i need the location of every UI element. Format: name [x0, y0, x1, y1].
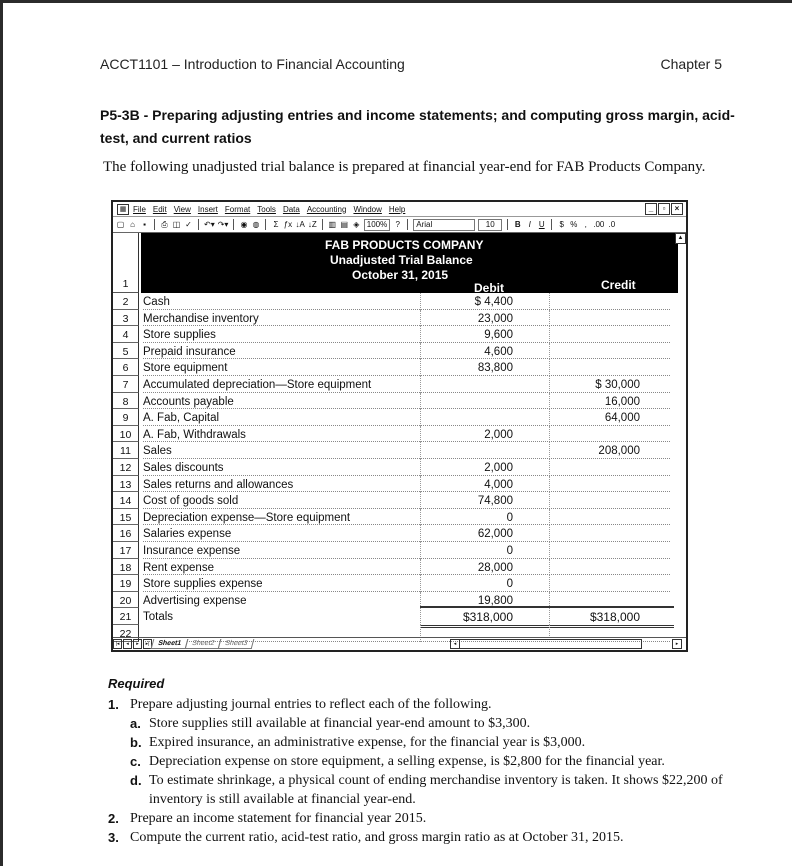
currency-button[interactable]: $: [559, 220, 564, 229]
requirement-1b: b. Expired insurance, an administrative expense, for the financial year is $3,000.: [130, 735, 586, 750]
tab-sheet1[interactable]: Sheet1: [151, 639, 189, 649]
spreadsheet-window: [111, 200, 688, 652]
table-row[interactable]: 3 Merchandise inventory 23,000: [113, 310, 678, 327]
requirements-list: [108, 695, 728, 847]
table-row[interactable]: 17 Insurance expense 0: [113, 542, 678, 559]
menu-view[interactable]: View: [173, 204, 191, 214]
web-icon[interactable]: ◍: [252, 220, 260, 229]
toolbar-separator: [322, 219, 323, 230]
hyperlink-icon[interactable]: ◉: [240, 220, 248, 229]
print-preview-icon[interactable]: ◫: [172, 220, 181, 229]
table-row[interactable]: 19 Store supplies expense 0: [113, 575, 678, 592]
table-row[interactable]: 22: [113, 625, 678, 642]
credit-header: Credit: [601, 278, 636, 292]
undo-icon[interactable]: ↶▾: [204, 220, 215, 229]
requirement-3: 3. Compute the current ratio, acid-test ratio, and gross margin ratio as at October 31, 2015.: [108, 830, 624, 845]
close-button[interactable]: ×: [671, 203, 683, 215]
menu-file[interactable]: File: [133, 204, 146, 214]
table-row[interactable]: 8 Accounts payable 16,000: [113, 393, 678, 410]
zoom-select[interactable]: 100%: [364, 219, 390, 231]
menu-window[interactable]: Window: [353, 204, 382, 214]
comma-button[interactable]: ,: [584, 220, 587, 229]
chart-wizard-icon[interactable]: ▥: [328, 220, 337, 229]
spellcheck-icon[interactable]: ✓: [185, 220, 192, 229]
table-row[interactable]: 11 Sales 208,000: [113, 442, 678, 459]
font-size-select[interactable]: 10: [478, 219, 502, 231]
scroll-up-button[interactable]: ▲: [675, 233, 686, 244]
bold-button[interactable]: B: [514, 220, 521, 229]
tab-sheet3[interactable]: Sheet3: [218, 639, 255, 649]
menu-accounting[interactable]: Accounting: [306, 204, 347, 214]
chapter-label: Chapter 5: [660, 56, 722, 72]
toolbar-separator: [407, 219, 408, 230]
increase-decimal-button[interactable]: .00: [593, 220, 605, 229]
last-sheet-button[interactable]: ▸|: [143, 639, 152, 649]
menu-tools[interactable]: Tools: [257, 204, 276, 214]
menu-edit[interactable]: Edit: [152, 204, 167, 214]
menu-bar: [113, 202, 686, 217]
toolbar-separator: [265, 219, 266, 230]
window-controls: [645, 203, 683, 215]
function-icon[interactable]: ƒx: [283, 220, 293, 229]
course-header: ACCT1101 – Introduction to Financial Accounting: [100, 56, 405, 72]
prev-sheet-button[interactable]: ◂: [123, 639, 132, 649]
toolbar-separator: [154, 219, 155, 230]
table-row[interactable]: 13 Sales returns and allowances 4,000: [113, 476, 678, 493]
toolbar-separator: [233, 219, 234, 230]
new-file-icon[interactable]: ▢: [116, 220, 125, 229]
map-icon[interactable]: ▤: [340, 220, 349, 229]
toolbar-separator: [551, 219, 552, 230]
requirement-2: 2. Prepare an income statement for financial year 2015.: [108, 811, 427, 826]
decrease-decimal-button[interactable]: .0: [608, 220, 616, 229]
problem-title: P5-3B - Preparing adjusting entries and income statements; and computing gross margin, acid-test, and current ratios: [100, 107, 735, 146]
requirement-1c: c. Depreciation expense on store equipment, a selling expense, is $2,800 for the financial year.: [130, 754, 665, 769]
scroll-left-button[interactable]: ◂: [451, 640, 460, 648]
requirement-1a: a. Store supplies still available at financial year-end amount to $3,300.: [130, 716, 531, 731]
required-heading: Required: [108, 676, 165, 691]
autosum-icon[interactable]: Σ: [273, 220, 279, 229]
excel-app-icon: ▦: [117, 204, 129, 215]
open-folder-icon[interactable]: ⌂: [130, 220, 135, 229]
menu-insert[interactable]: Insert: [197, 204, 218, 214]
requirement-1d: d. To estimate shrinkage, a physical count of ending merchandise inventory is taken. It shows $22,200 of inventory is still available at financial year-end.: [130, 773, 723, 807]
save-icon[interactable]: ▪: [143, 220, 146, 229]
table-row[interactable]: 20 Advertising expense 19,800: [113, 592, 678, 609]
toolbar: [113, 217, 686, 233]
sort-descending-icon[interactable]: ↓Z: [307, 220, 317, 229]
first-sheet-button[interactable]: |◂: [113, 639, 122, 649]
table-row[interactable]: 5 Prepaid insurance 4,600: [113, 343, 678, 360]
report-date: October 31, 2015: [352, 268, 449, 282]
debit-header: Debit: [474, 281, 504, 295]
sort-ascending-icon[interactable]: ↓A: [295, 220, 305, 229]
scroll-right-button[interactable]: ▸: [672, 639, 682, 649]
font-select[interactable]: Arial: [413, 219, 475, 231]
title-banner: [141, 233, 678, 293]
minimize-button[interactable]: _: [645, 203, 657, 215]
table-row[interactable]: 15 Depreciation expense—Store equipment 0: [113, 509, 678, 526]
horizontal-scrollbar[interactable]: [450, 639, 642, 649]
totals-row[interactable]: 21 Totals $318,000 $318,000: [113, 608, 678, 625]
table-row[interactable]: 4 Store supplies 9,600: [113, 326, 678, 343]
drawing-icon[interactable]: ◈: [353, 220, 360, 229]
redo-icon[interactable]: ↷▾: [217, 220, 229, 229]
print-icon[interactable]: ⎙: [161, 219, 168, 229]
menu-help[interactable]: Help: [388, 204, 406, 214]
table-row[interactable]: 7 Accumulated depreciation—Store equipment $ 30,000: [113, 376, 678, 393]
toolbar-separator: [507, 219, 508, 230]
table-row[interactable]: 9 A. Fab, Capital 64,000: [113, 409, 678, 426]
menu-format[interactable]: Format: [224, 204, 251, 214]
table-row[interactable]: 10 A. Fab, Withdrawals 2,000: [113, 426, 678, 443]
underline-button[interactable]: U: [538, 220, 545, 229]
toolbar-separator: [198, 219, 199, 230]
table-row[interactable]: 16 Salaries expense 62,000: [113, 525, 678, 542]
table-row[interactable]: 12 Sales discounts 2,000: [113, 459, 678, 476]
italic-button[interactable]: I: [528, 220, 531, 229]
table-row[interactable]: 6 Store equipment 83,800: [113, 359, 678, 376]
report-name: Unadjusted Trial Balance: [330, 253, 473, 267]
requirement-1: 1. Prepare adjusting journal entries to reflect each of the following.: [108, 697, 492, 712]
next-sheet-button[interactable]: ▸: [133, 639, 142, 649]
sheet-tabs-bar: [113, 637, 686, 650]
row-header-1[interactable]: 1: [113, 233, 139, 293]
table-row[interactable]: 18 Rent expense 28,000: [113, 559, 678, 576]
menu-data[interactable]: Data: [282, 204, 300, 214]
tab-sheet2[interactable]: Sheet2: [185, 639, 222, 649]
restore-button[interactable]: ▫: [658, 203, 670, 215]
help-icon[interactable]: ?: [395, 220, 400, 229]
problem-intro: The following unadjusted trial balance is prepared at financial year-end for FAB Products Company.: [103, 159, 706, 175]
table-row[interactable]: 14 Cost of goods sold 74,800: [113, 492, 678, 509]
sheet-grid: [113, 233, 686, 638]
company-name: FAB PRODUCTS COMPANY: [325, 238, 484, 252]
table-row[interactable]: 2 Cash $ 4,400: [113, 293, 678, 310]
percent-button[interactable]: %: [570, 220, 578, 229]
